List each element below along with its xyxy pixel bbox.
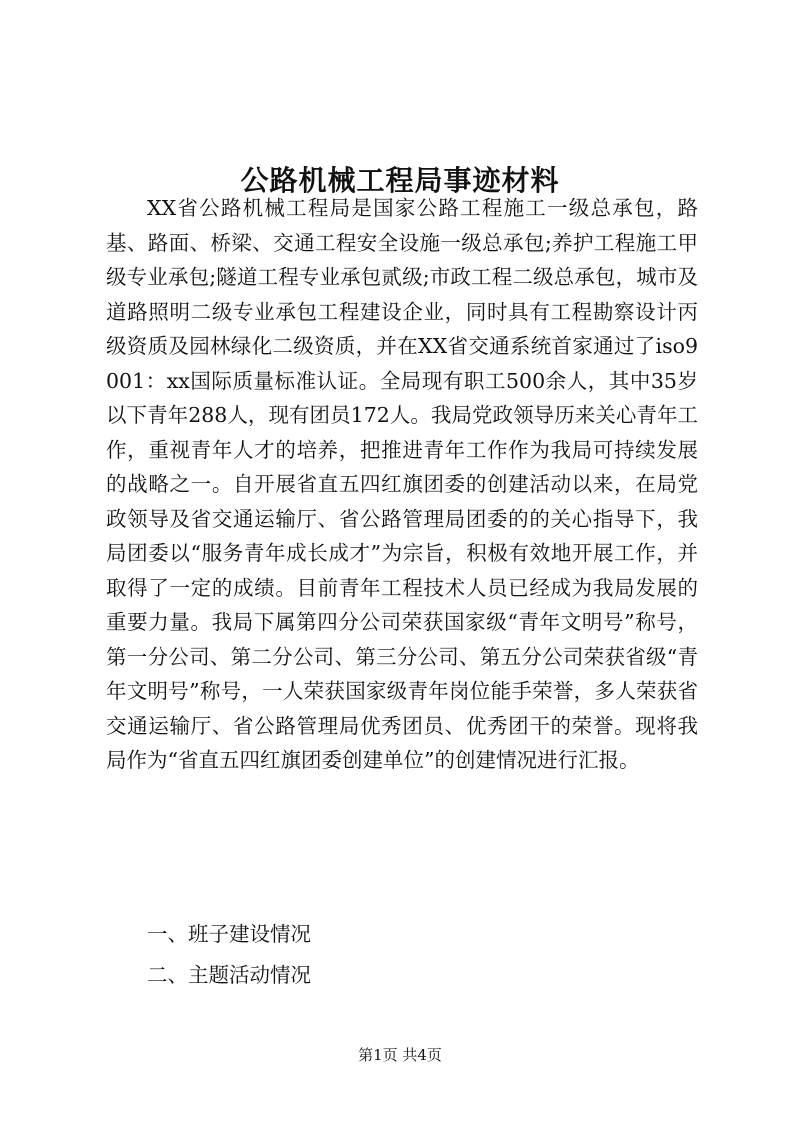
body-paragraph: XX省公路机械工程局是国家公路工程施工一级总承包，路基、路面、桥梁、交通工程安全设施一级总承包;养护工程施工甲级专业承包;隧道工程专业承包贰级;市政工程二级总承包，城市及道路照明二级专业承包工程建设企业，同时具有工程勘察设计丙级资质及园林绿化二级资质，并在XX省交通系统首家通过了iso9001：xx国际质量标准认证。全局现有职工500余人，其中35岁以下青年288人，现有团员172人。我局党政领导历来关心青年工作，重视青年人才的培养，把推进青年工作作为我局可持续发展的战略之一。自开展省直五四红旗团委的创建活动以来，在局党政领导及省交通运输厅、省公路管理局团委的的关心指导下，我局团委以“服务青年成长成才”为宗旨，积极有效地开展工作，并取得了一定的成绩。目前青年工程技术人员已经成为我局发展的重要力量。我局下属第四分公司荣获国家级“青年文明号”称号，第一分公司、第二分公司、第三分公司、第五分公司荣获省级“青年文明号”称号，一人荣获国家级青年岗位能手荣誉，多人荣获省交通运输厅、省公路管理局优秀团员、优秀团干的荣誉。现将我局作为“省直五四红旗团委创建单位”的创建情况进行汇报。	[106, 196, 698, 772]
document-title: 公路机械工程局事迹材料	[240, 163, 560, 197]
section-heading-theme-activities: 二、主题活动情况	[147, 963, 311, 987]
page-number-footer: 第1页 共4页	[358, 1046, 442, 1064]
section-heading-team-building: 一、班子建设情况	[147, 922, 311, 946]
